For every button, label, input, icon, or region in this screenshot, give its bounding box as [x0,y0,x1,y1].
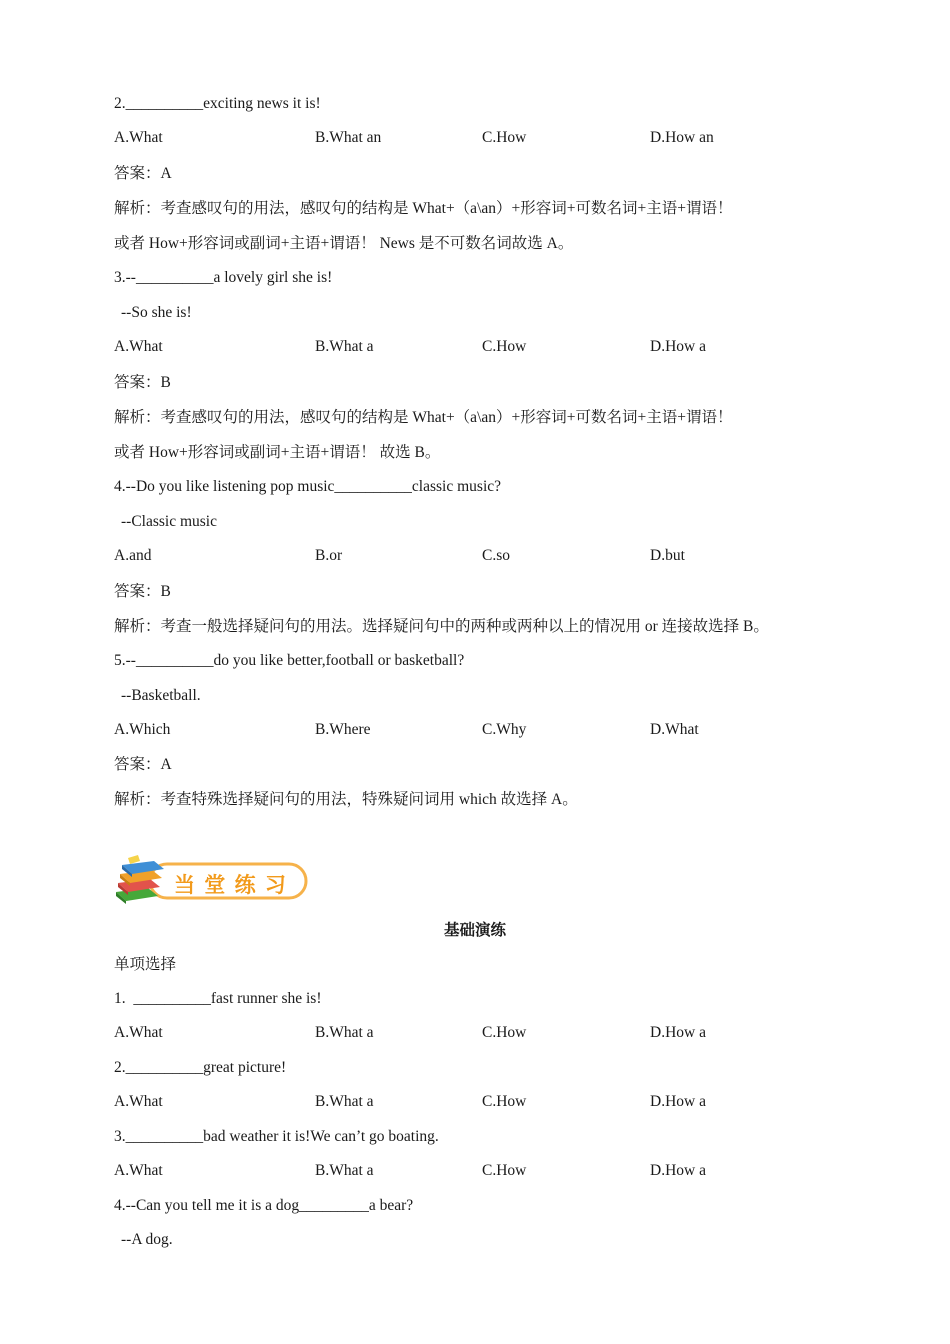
q4-option-a: A.and [114,547,152,564]
practice-q2-option-a: A.What [114,1093,163,1110]
q4-reply: --Classic music [121,513,217,530]
practice-q3-option-b: B.What a [315,1162,374,1179]
practice-q3-option-d: D.How a [650,1162,706,1179]
practice-q3-stem: 3.__________bad weather it is!We can’t go boating. [114,1128,439,1145]
q2-option-a: A.What [114,129,163,146]
q4-option-b: B.or [315,547,343,564]
q4-answer: 答案：B [114,583,171,600]
practice-q2-option-b: B.What a [315,1093,374,1110]
q2-option-d: D.How an [650,129,714,146]
q5-analysis-line-1: 解析：考查特殊选择疑问句的用法，特殊疑问词用 which 故选择 A。 [114,791,578,808]
practice-q1-option-b: B.What a [315,1024,374,1041]
practice-q3-option-a: A.What [114,1162,163,1179]
q5-answer: 答案：A [114,756,172,773]
q5-option-b: B.Where [315,721,371,738]
q4-option-d: D.but [650,547,685,564]
q3-reply: --So she is! [121,304,192,321]
practice-q4-reply: --A dog. [121,1231,173,1248]
q2-analysis-line-2: 或者 How+形容词或副词+主语+谓语！ News 是不可数名词故选 A。 [114,235,574,252]
q5-reply: --Basketball. [121,687,201,704]
practice-q1-option-a: A.What [114,1024,163,1041]
q4-option-c: C.so [482,547,510,564]
practice-title: 基础演练 [443,922,506,939]
q4-analysis-line-1: 解析：考查一般选择疑问句的用法。选择疑问句中的两种或两种以上的情况用 or 连接故选择 B。 [114,618,769,635]
q3-analysis-line-1: 解析：考查感叹句的用法，感叹句的结构是 What+（a\an）+形容词+可数名词+主语+谓语！ [114,409,733,426]
q2-answer: 答案：A [114,165,172,182]
practice-q1-option-c: C.How [482,1024,527,1041]
q3-option-d: D.How a [650,338,706,355]
q2-option-c: C.How [482,129,527,146]
q3-option-c: C.How [482,338,527,355]
banner-label: 当 堂 练 习 [174,873,287,897]
question-3-stem: 3.--__________a lovely girl she is! [114,269,333,286]
q5-option-d: D.What [650,721,699,738]
q5-option-a: A.Which [114,721,171,738]
question-5-stem: 5.--__________do you like better,football or basketball? [114,652,465,669]
question-2-stem: 2.__________exciting news it is! [114,95,321,112]
question-4-stem: 4.--Do you like listening pop music__________classic music? [114,478,502,495]
q5-option-c: C.Why [482,721,527,738]
practice-q1-stem: 1. __________fast runner she is! [114,990,322,1007]
q3-analysis-line-2: 或者 How+形容词或副词+主语+谓语！ 故选 B。 [114,444,441,461]
q2-analysis-line-1: 解析：考查感叹句的用法，感叹句的结构是 What+（a\an）+形容词+可数名词+主语+谓语！ [114,200,733,217]
q3-option-a: A.What [114,338,163,355]
q3-option-b: B.What a [315,338,374,355]
practice-q2-stem: 2.__________great picture! [114,1059,287,1076]
practice-section-label: 单项选择 [114,956,177,973]
practice-q1-option-d: D.How a [650,1024,706,1041]
q3-answer: 答案：B [114,374,171,391]
q2-option-b: B.What an [315,129,382,146]
section-banner [112,852,312,908]
practice-q4-stem: 4.--Can you tell me it is a dog_________a bear? [114,1197,414,1214]
practice-q3-option-c: C.How [482,1162,527,1179]
practice-q2-option-c: C.How [482,1093,527,1110]
practice-q2-option-d: D.How a [650,1093,706,1110]
